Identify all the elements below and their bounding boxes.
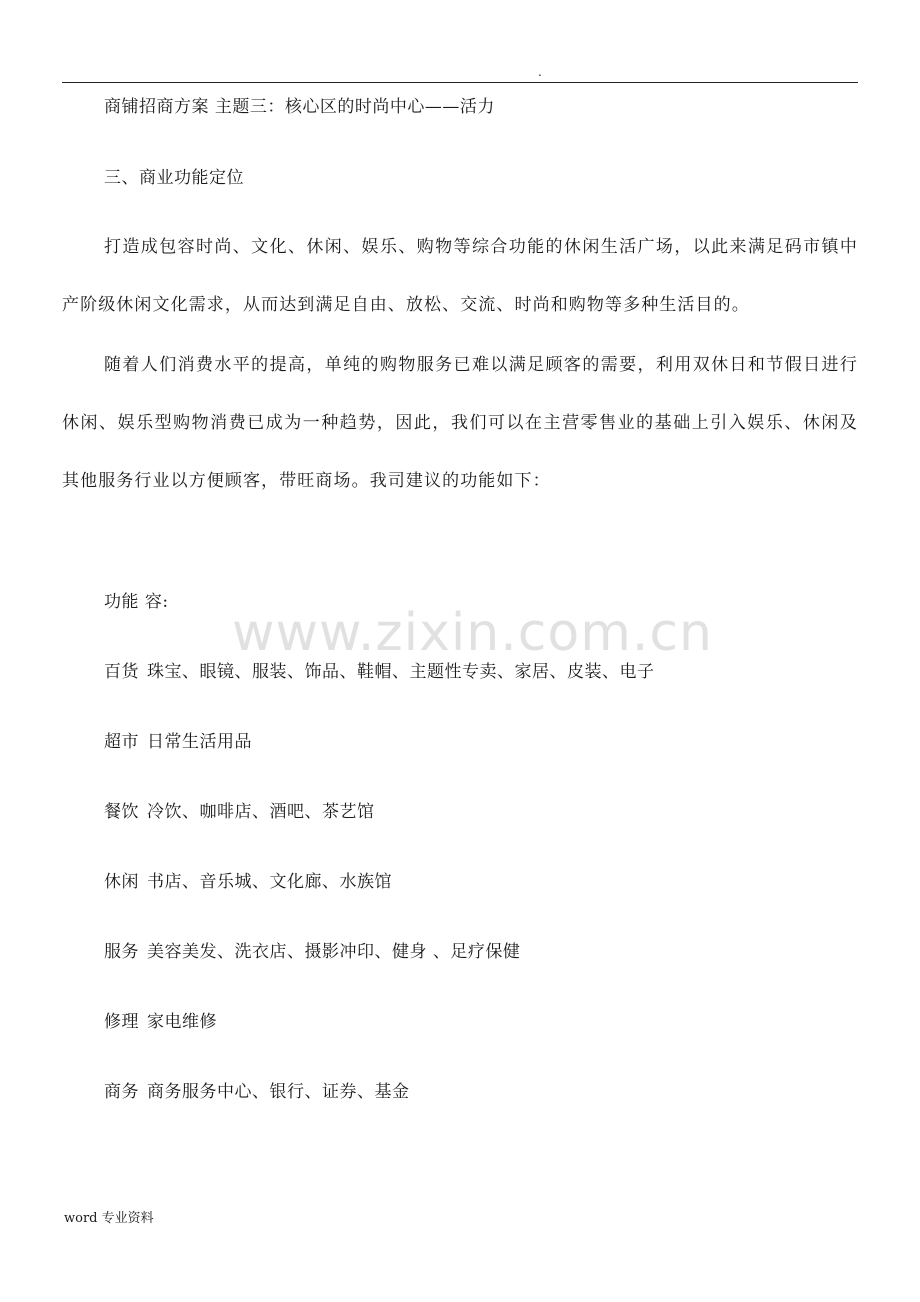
function-items: 冷饮、咖啡店、酒吧、茶艺馆	[147, 802, 375, 822]
function-category: 百货	[104, 662, 139, 682]
document-title-line: 商铺招商方案 主题三：核心区的时尚中心——活力	[104, 97, 495, 117]
paragraph-positioning: 打造成包容时尚、文化、休闲、娱乐、购物等综合功能的休闲生活广场，以此来满足码市镇中产阶级休闲文化需求，从而达到满足自由、放松、交流、时尚和购物等多种生活目的。	[62, 237, 858, 315]
header-dot: .	[538, 65, 542, 79]
header-rule	[62, 82, 858, 83]
function-table-header: 功能 容:	[104, 592, 169, 612]
page-footer: word 专业资料	[64, 1211, 154, 1226]
function-category: 休闲	[104, 872, 139, 892]
function-row	[104, 730, 252, 754]
function-row	[104, 1080, 410, 1104]
function-items: 家电维修	[147, 1012, 217, 1032]
function-row	[104, 870, 392, 894]
watermark: www.zixin.com.cn	[232, 603, 713, 663]
function-items: 美容美发、洗衣店、摄影冲印、健身 、足疗保健	[147, 942, 521, 962]
function-items: 珠宝、眼镜、服装、饰品、鞋帽、主题性专卖、家居、皮装、电子	[147, 662, 655, 682]
function-items: 商务服务中心、银行、证券、基金	[147, 1082, 410, 1102]
function-row	[104, 1010, 217, 1034]
function-items: 书店、音乐城、文化廊、水族馆	[147, 872, 392, 892]
function-category: 服务	[104, 942, 139, 962]
function-category: 超市	[104, 732, 139, 752]
section-heading: 三、商业功能定位	[104, 168, 244, 188]
function-category: 餐饮	[104, 802, 139, 822]
function-category: 商务	[104, 1082, 139, 1102]
function-row	[104, 660, 655, 684]
paragraph-trend: 随着人们消费水平的提高，单纯的购物服务已难以满足顾客的需要，利用双休日和节假日进行休闲、娱乐型购物消费已成为一种趋势，因此，我们可以在主营零售业的基础上引入娱乐、休闲及其他服务行业以方便顾客，带旺商场。我司建议的功能如下：	[62, 355, 858, 491]
function-row	[104, 800, 375, 824]
function-row	[104, 940, 520, 964]
function-category: 修理	[104, 1012, 139, 1032]
function-items: 日常生活用品	[147, 732, 252, 752]
